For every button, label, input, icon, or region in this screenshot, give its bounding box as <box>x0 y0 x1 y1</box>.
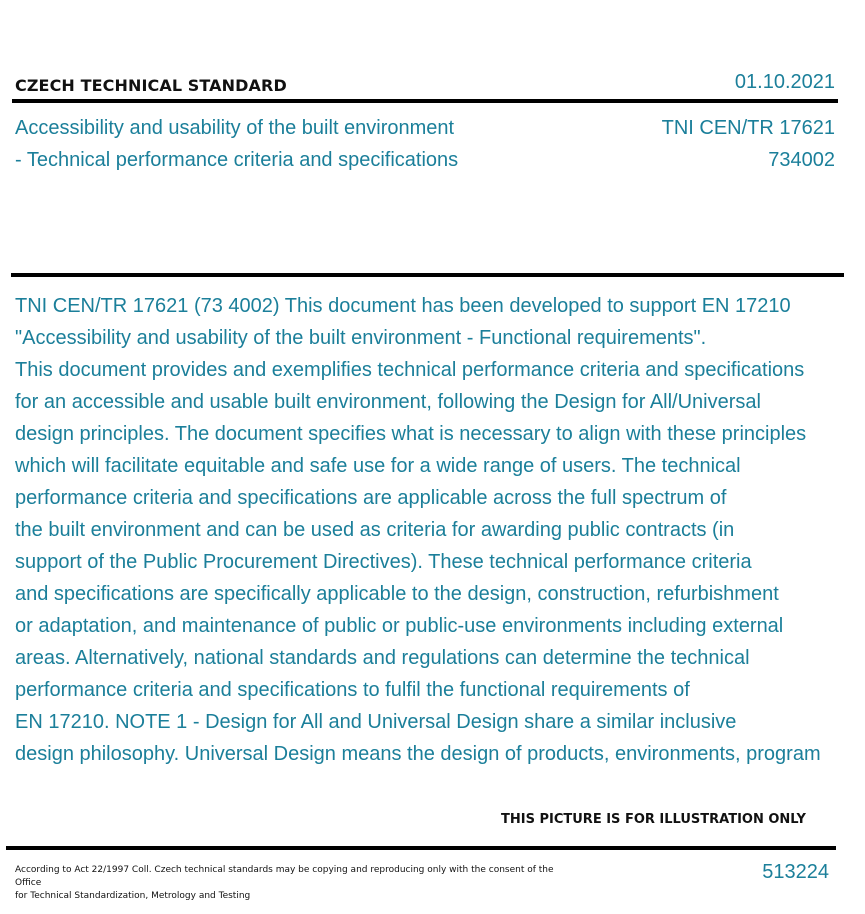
abstract-line: and specifications are specifically applicable to the design, construction, refurbishment <box>15 583 779 605</box>
abstract-line: TNI CEN/TR 17621 (73 4002) This document has been developed to support EN 17210 <box>15 295 791 317</box>
illustration-note: THIS PICTURE IS FOR ILLUSTRATION ONLY <box>501 812 806 827</box>
abstract-line: design principles. The document specifies what is necessary to align with these principles <box>15 423 807 445</box>
footer-rule <box>6 846 836 850</box>
legal-line-1: According to Act 22/1997 Coll. Czech technical standards may be copying and reproducing only with the consent of the Office <box>15 865 554 888</box>
legal-notice <box>15 864 575 903</box>
abstract-line: or adaptation, and maintenance of public or public-use environments including external <box>15 615 784 637</box>
abstract-text <box>15 290 865 770</box>
abstract-line: EN 17210. NOTE 1 - Design for All and Universal Design share a similar inclusive <box>15 711 737 733</box>
abstract-line: which will facilitate equitable and safe use for a wide range of users. The technical <box>15 455 741 477</box>
header-rule <box>12 99 838 103</box>
abstract-line: performance criteria and specifications to fulfil the functional requirements of <box>15 679 690 701</box>
classification-number: 734002 <box>768 149 835 171</box>
abstract-line: "Accessibility and usability of the built environment - Functional requirements". <box>15 327 707 349</box>
abstract-line: for an accessible and usable built environment, following the Design for All/Universal <box>15 391 761 413</box>
publication-date: 01.10.2021 <box>734 71 835 93</box>
legal-line-2: for Technical Standardization, Metrology and Testing <box>15 891 251 901</box>
abstract-line: design philosophy. Universal Design means the design of products, environments, program <box>15 743 821 765</box>
abstract-line: the built environment and can be used as criteria for awarding public contracts (in <box>15 519 735 541</box>
abstract-line: areas. Alternatively, national standards and regulations can determine the technical <box>15 647 750 669</box>
title-line-1: Accessibility and usability of the built environment <box>15 117 455 139</box>
abstract-line: This document provides and exemplifies technical performance criteria and specifications <box>15 359 805 381</box>
abstract-line: support of the Public Procurement Directives). These technical performance criteria <box>15 551 752 573</box>
standard-designation: TNI CEN/TR 17621 <box>661 117 835 139</box>
title-line-2: - Technical performance criteria and specifications <box>15 149 459 171</box>
title-rule <box>11 273 844 277</box>
abstract-line: performance criteria and specifications are applicable across the full spectrum of <box>15 487 727 509</box>
product-code: 513224 <box>762 861 829 883</box>
standard-label: CZECH TECHNICAL STANDARD <box>15 76 287 95</box>
